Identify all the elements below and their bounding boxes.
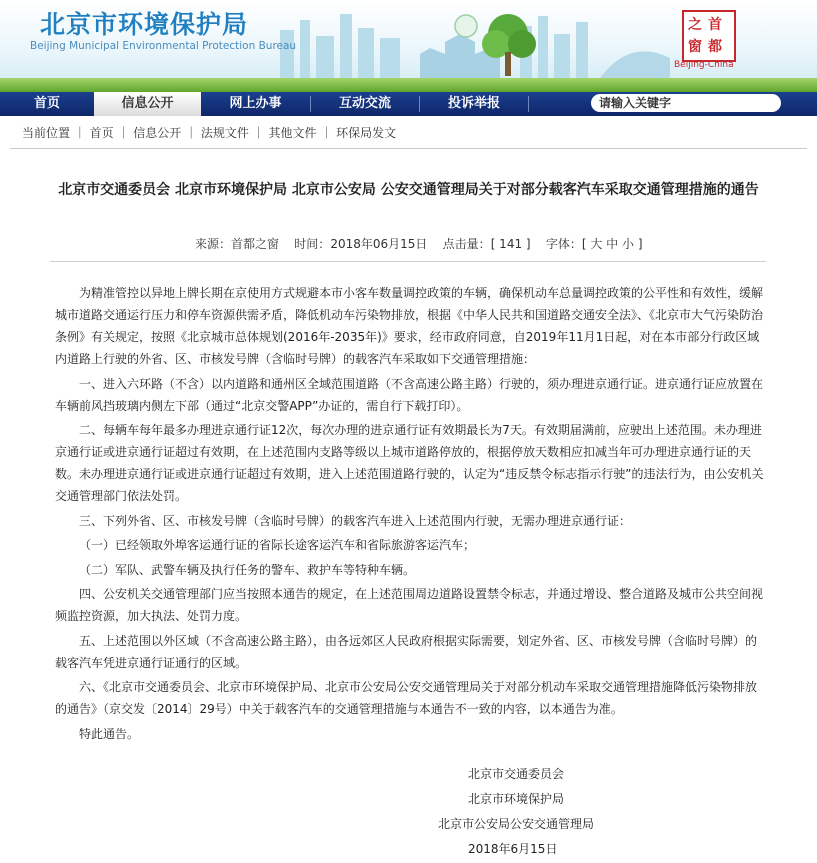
site-banner bbox=[0, 0, 817, 92]
nav-divider bbox=[528, 96, 529, 112]
hits-label: 点击量： bbox=[442, 237, 491, 251]
article-paragraph: 一、进入六环路（不含）以内道路和通州区全域范围道路（不含高速公路主路）行驶的，须办理进京通行证。进京通行证应放置在车辆前风挡玻璃内侧左下部（通过“北京交警APP”办证的，需自行下载打印）。 bbox=[55, 376, 764, 413]
skyline-illustration bbox=[270, 8, 690, 78]
signature-date: 2018年6月15日 bbox=[468, 842, 558, 856]
font-size-label: 字体： bbox=[545, 237, 582, 251]
article-paragraph: 二、每辆车每年最多办理进京通行证12次，每次办理的进京通行证有效期最长为7天。有效期届满前，应驶出上述范围。未办理进京通行证或进京通行证超过有效期，在上述范围内支路等级以上城市道路停放的，根据停放天数相应扣减当年可办理进京通行证的天数。未办理进京通行证或进京通行证超过有效期，进入上述范围道路行驶的，认定为“违反禁令标志指示行驶”的违法行为，由公安机关交通管理部门依法处罚。 bbox=[55, 423, 764, 503]
article-paragraph: （一）已经领取外埠客运通行证的省际长途客运汽车和省际旅游客运汽车； bbox=[79, 538, 476, 552]
article-paragraph: 为精准管控以异地上牌长期在京使用方式规避本市小客车数量调控政策的车辆，确保机动车总量调控政策的公平性和有效性，缓解城市道路交通运行压力和停车资源供需矛盾，降低机动车污染物排放，根据《中华人民共和国道路交通安全法》、《北京市大气污染防治条例》有关规定，按照《北京城市总体规划(2016年-2035年)》要求，经市政府同意，自2019年11月1日起，对在本市部分行政区域内道路上行驶的外省、区、市核发号牌（含临时号牌）的载客汽车采取如下交通管理措施： bbox=[55, 286, 764, 366]
seal-char: 窗 bbox=[688, 39, 702, 55]
time-label: 时间： bbox=[294, 237, 331, 251]
article-body bbox=[55, 282, 767, 747]
source-value: 首都之窗 bbox=[231, 237, 280, 251]
article-paragraph: 三、下列外省、区、市核发号牌（含临时号牌）的载客汽车进入上述范围内行驶，无需办理进京通行证： bbox=[79, 513, 632, 528]
font-size-switcher[interactable]: [ 大 中 小 ] bbox=[581, 237, 643, 251]
breadcrumb: 当前位置 ｜ 首页 ｜ 信息公开 ｜ 法规文件 ｜ 其他文件 ｜ 环保局发文 bbox=[22, 126, 397, 140]
article-paragraph: （二）军队、武警车辆及执行任务的警车、救护车等特种车辆。 bbox=[79, 562, 416, 577]
divider bbox=[50, 261, 766, 262]
nav-online-service[interactable]: 网上办事 bbox=[229, 96, 282, 111]
seal-char: 之 bbox=[688, 17, 702, 33]
capital-window-seal bbox=[682, 10, 736, 62]
nav-home[interactable]: 首页 bbox=[33, 96, 60, 111]
time-value: 2018年06月15日 bbox=[330, 237, 428, 251]
nav-info-disclosure[interactable]: 信息公开 bbox=[94, 92, 201, 116]
article-title: 北京市交通委员会 北京市环境保护局 北京市公安局 公安交通管理局关于对部分载客汽车采取交通管理措施的通告 bbox=[58, 182, 759, 198]
article-paragraph: 五、上述范围以外区域（不含高速公路主路），由各远郊区人民政府根据实际需要，划定外省、区、市核发号牌（含临时号牌）的载客汽车凭进京通行证通行的区域。 bbox=[55, 633, 758, 670]
seal-char: 首 bbox=[708, 17, 722, 33]
signatory: 北京市环境保护局 bbox=[468, 792, 565, 806]
seal-char: 都 bbox=[708, 39, 722, 55]
hits-value: [ 141 ] bbox=[490, 237, 531, 251]
signatory: 北京市交通委员会 bbox=[468, 767, 565, 781]
article-meta bbox=[195, 235, 643, 252]
article-paragraph: 四、公安机关交通管理部门应当按照本通告的规定，在上述范围周边道路设置禁令标志，并通过增设、整合道路及城市公共空间视频监控资源，加大执法、处罚力度。 bbox=[55, 587, 764, 623]
site-title: 北京市环境保护局 bbox=[40, 10, 249, 39]
divider bbox=[10, 148, 807, 149]
site-subtitle: Beijing Municipal Environmental Protection Bureau bbox=[30, 40, 297, 52]
article-paragraph: 特此通告。 bbox=[79, 726, 140, 741]
search-input[interactable]: 请输入关键字 bbox=[591, 94, 781, 112]
source-label: 来源： bbox=[195, 237, 232, 251]
signatory: 北京市公安局公安交通管理局 bbox=[438, 817, 595, 831]
grass-strip bbox=[0, 78, 817, 92]
main-nav bbox=[0, 92, 817, 116]
nav-interaction[interactable]: 互动交流 bbox=[338, 96, 391, 111]
nav-complaint[interactable]: 投诉举报 bbox=[447, 96, 500, 111]
seal-caption: Beijing-China bbox=[674, 60, 734, 70]
article-paragraph: 六、《北京市交通委员会、北京市环境保护局、北京市公安局公安交通管理局关于对部分机动车采取交通管理措施降低污染物排放的通告》（京交发〔2014〕29号）中关于载客汽车的交通管理措施与本通告不一致的内容，以本通告为准。 bbox=[55, 680, 758, 716]
